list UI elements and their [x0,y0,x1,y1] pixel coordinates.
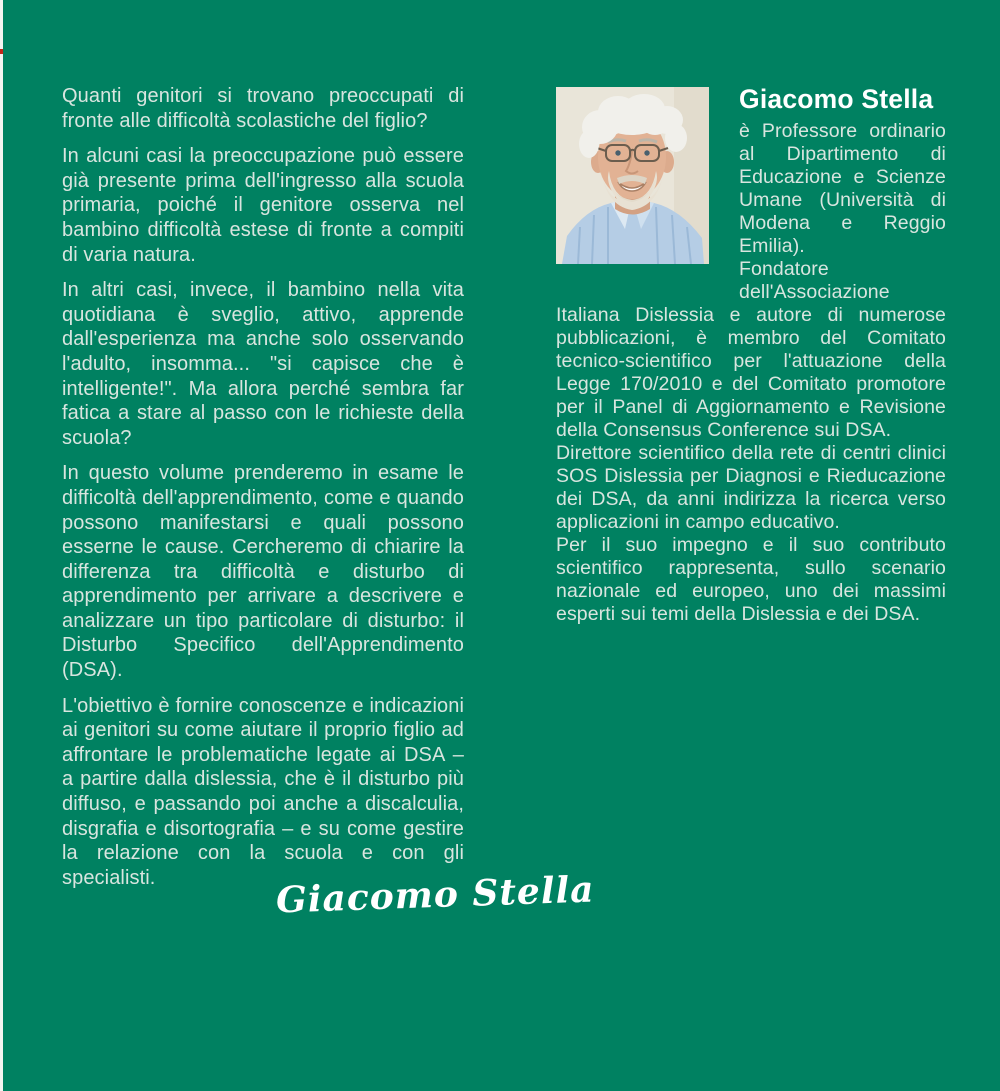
author-portrait-illustration [556,87,709,264]
author-bio-paragraph-2: Fondatore dell'Associazione Italiana Dislessia e autore di numerose pubblicazioni, è membro del Comitato tecnico-scientifico per l'attuazione della Legge 170/2010 e del Comitato promotore per il Panel di Aggiornamento e Revisione della Consensus Conference sui DSA. [556,258,946,441]
synopsis-column [62,84,464,901]
author-bio-paragraph-1: è Professore ordinario al Dipartimento di Educazione e Scienze Umane (Università di Modena e Reggio Emilia). [739,120,946,257]
spine-registration-mark [0,49,3,54]
synopsis-paragraph-2: In alcuni casi la preoccupazione può essere già presente prima dell'ingresso alla scuola primaria, poiché il genitore osserva nel bambino difficoltà estese di fronte a compiti di varia natura. [62,145,464,266]
author-signature: Giacomo Stella [275,868,596,922]
author-bio-paragraph-3: Direttore scientifico della rete di centri clinici SOS Dislessia per Diagnosi e Rieducazione dei DSA, da anni indirizza la ricerca verso applicazioni in campo educativo. [556,442,946,533]
spine-strip [0,0,3,1091]
synopsis-paragraph-1: Quanti genitori si trovano preoccupati di fronte alle difficoltà scolastiche del figlio? [62,85,464,132]
author-bio-paragraph-4: Per il suo impegno e il suo contributo scientifico rappresenta, sullo scenario nazionale ed europeo, uno dei massimi esperti sui temi della Dislessia e dei DSA. [556,534,946,625]
author-photo [556,87,709,264]
author-name: Giacomo Stella [739,84,934,114]
author-bio-column [556,84,946,626]
synopsis-paragraph-3: In altri casi, invece, il bambino nella vita quotidiana è sveglio, attivo, apprende dall'esperienza ma anche solo osservando l'adulto, insomma... "si capisce che è intelligente!". Ma allora perché sembra far fatica a stare al passo con le richieste della scuola? [62,279,464,449]
synopsis-paragraph-4: In questo volume prenderemo in esame le difficoltà dell'apprendimento, come e quando possono manifestarsi e quali possono esserne le cause. Cercheremo di chiarire la differenza tra difficoltà e disturbo di apprendimento per arrivare a descrivere e analizzare un tipo particolare di disturbo: il Disturbo Specifico dell'Apprendimento (DSA). [62,462,464,682]
synopsis-paragraph-5: L'obiettivo è fornire conoscenze e indicazioni ai genitori su come aiutare il proprio figlio ad affrontare le problematiche legate ai DSA – a partire dalla dislessia, che è il disturbo più diffuso, e passando poi anche a discalculia, disgrafia e disortografia – e su come gestire la relazione con la scuola e con gli specialisti. [62,694,464,889]
